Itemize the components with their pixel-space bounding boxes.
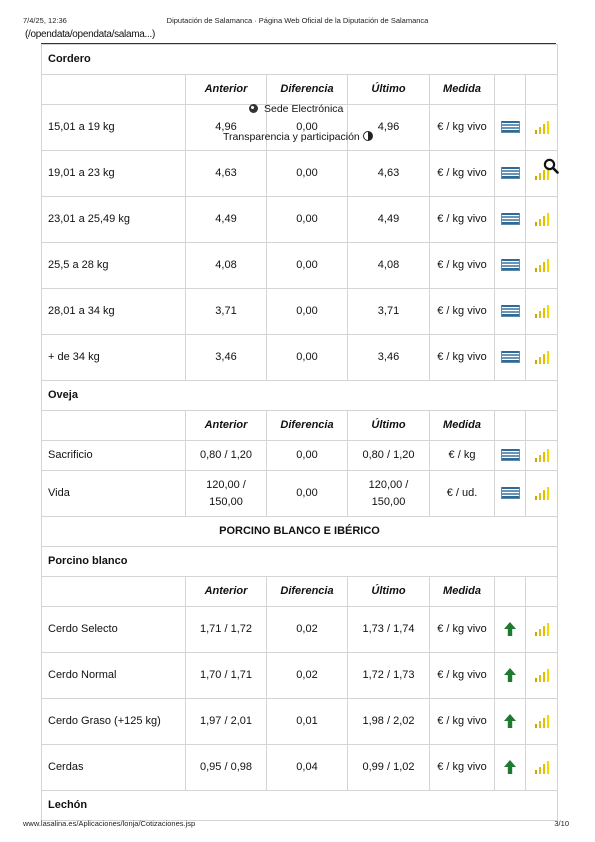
header-empty bbox=[526, 577, 558, 607]
table-row bbox=[42, 471, 558, 517]
anterior-value: 4,96 bbox=[186, 105, 267, 151]
up-arrow-icon bbox=[504, 760, 516, 774]
diferencia-value: 0,00 bbox=[267, 289, 348, 335]
diferencia-value: 0,04 bbox=[267, 745, 348, 791]
header-medida: Medida bbox=[430, 411, 495, 441]
ultimo-value: 0,99 / 1,02 bbox=[348, 745, 430, 791]
chart-cell[interactable] bbox=[526, 471, 558, 517]
stable-icon bbox=[501, 213, 520, 225]
header-empty bbox=[42, 75, 186, 105]
ultimo-value: 0,80 / 1,20 bbox=[348, 441, 430, 471]
ultimo-value: 4,49 bbox=[348, 197, 430, 243]
chart-bars-icon[interactable] bbox=[534, 761, 549, 774]
diferencia-value: 0,00 bbox=[267, 243, 348, 289]
diferencia-value: 0,01 bbox=[267, 699, 348, 745]
trend-cell bbox=[495, 471, 526, 517]
header-anterior: Anterior bbox=[186, 577, 267, 607]
medida-value: € / kg vivo bbox=[430, 105, 495, 151]
section-title: Porcino blanco bbox=[42, 547, 558, 577]
table-row bbox=[42, 699, 558, 745]
search-icon[interactable] bbox=[543, 158, 559, 174]
section-row bbox=[42, 547, 558, 577]
header-medida: Medida bbox=[430, 75, 495, 105]
up-arrow-icon bbox=[504, 622, 516, 636]
chart-cell[interactable] bbox=[526, 197, 558, 243]
section-row bbox=[42, 45, 558, 75]
medida-value: € / kg vivo bbox=[430, 653, 495, 699]
table-row bbox=[42, 745, 558, 791]
medida-value: € / kg bbox=[430, 441, 495, 471]
chart-bars-icon[interactable] bbox=[534, 669, 549, 682]
chart-cell[interactable] bbox=[526, 745, 558, 791]
globe-icon bbox=[249, 104, 258, 113]
trend-cell bbox=[495, 607, 526, 653]
anterior-value: 1,71 / 1,72 bbox=[186, 607, 267, 653]
row-label: Cerdas bbox=[42, 745, 186, 791]
contrast-icon bbox=[363, 131, 373, 141]
diferencia-value: 0,00 bbox=[267, 471, 348, 517]
header-empty bbox=[495, 411, 526, 441]
column-header-row bbox=[42, 411, 558, 441]
header-medida: Medida bbox=[430, 577, 495, 607]
sede-electronica-label: Sede Electrónica bbox=[264, 103, 344, 115]
chart-bars-icon[interactable] bbox=[534, 351, 549, 364]
medida-value: € / kg vivo bbox=[430, 289, 495, 335]
section-title: Cordero bbox=[42, 45, 558, 75]
ultimo-value: 3,46 bbox=[348, 335, 430, 381]
medida-value: € / kg vivo bbox=[430, 699, 495, 745]
up-arrow-icon bbox=[504, 714, 516, 728]
stable-icon bbox=[501, 487, 520, 499]
ultimo-value: 4,63 bbox=[348, 151, 430, 197]
chart-cell[interactable] bbox=[526, 243, 558, 289]
section-row bbox=[42, 791, 558, 821]
diferencia-value: 0,00 bbox=[267, 441, 348, 471]
anterior-value: 3,46 bbox=[186, 335, 267, 381]
band-title: PORCINO BLANCO E IBÉRICO bbox=[42, 517, 558, 547]
trend-cell bbox=[495, 745, 526, 791]
print-footer-url: www.lasalina.es/Aplicaciones/lonja/Cotizaciones.jsp bbox=[23, 819, 196, 828]
transparencia-label: Transparencia y participación bbox=[223, 131, 360, 143]
header-empty bbox=[526, 75, 558, 105]
row-label: 15,01 a 19 kg bbox=[42, 105, 186, 151]
chart-cell[interactable] bbox=[526, 105, 558, 151]
row-label: Cerdo Graso (+125 kg) bbox=[42, 699, 186, 745]
trend-cell bbox=[495, 151, 526, 197]
table-row bbox=[42, 289, 558, 335]
trend-cell bbox=[495, 289, 526, 335]
stable-icon bbox=[501, 259, 520, 271]
header-empty bbox=[42, 411, 186, 441]
table-row bbox=[42, 335, 558, 381]
anterior-value: 1,97 / 2,01 bbox=[186, 699, 267, 745]
band-row bbox=[42, 517, 558, 547]
ultimo-value: 4,96 bbox=[348, 105, 430, 151]
table-row bbox=[42, 243, 558, 289]
chart-bars-icon[interactable] bbox=[534, 259, 549, 272]
chart-bars-icon[interactable] bbox=[534, 213, 549, 226]
ultimo-value: 1,98 / 2,02 bbox=[348, 699, 430, 745]
header-diferencia: Diferencia bbox=[267, 577, 348, 607]
section-title: Oveja bbox=[42, 381, 558, 411]
trend-cell bbox=[495, 441, 526, 471]
row-label: + de 34 kg bbox=[42, 335, 186, 381]
header-diferencia: Diferencia bbox=[267, 411, 348, 441]
column-header-row bbox=[42, 577, 558, 607]
up-arrow-icon bbox=[504, 668, 516, 682]
row-label: Sacrificio bbox=[42, 441, 186, 471]
ultimo-value: 1,73 / 1,74 bbox=[348, 607, 430, 653]
stable-icon bbox=[501, 449, 520, 461]
trend-cell bbox=[495, 335, 526, 381]
ultimo-value: 1,72 / 1,73 bbox=[348, 653, 430, 699]
chart-cell[interactable] bbox=[526, 607, 558, 653]
anterior-value: 120,00 / 150,00 bbox=[186, 471, 267, 517]
section-title: Lechón bbox=[42, 791, 558, 821]
chart-cell[interactable] bbox=[526, 335, 558, 381]
header-empty bbox=[495, 75, 526, 105]
table-row bbox=[42, 607, 558, 653]
medida-value: € / kg vivo bbox=[430, 243, 495, 289]
print-page-title: Diputación de Salamanca · Página Web Oficial de la Diputación de Salamanca bbox=[166, 16, 429, 25]
trend-cell bbox=[495, 243, 526, 289]
medida-value: € / kg vivo bbox=[430, 607, 495, 653]
row-label: 23,01 a 25,49 kg bbox=[42, 197, 186, 243]
header-diferencia: Diferencia bbox=[267, 75, 348, 105]
transparencia-link[interactable] bbox=[223, 131, 373, 143]
print-page-number: 3/10 bbox=[554, 819, 569, 828]
header-anterior: Anterior bbox=[186, 411, 267, 441]
anterior-value: 4,08 bbox=[186, 243, 267, 289]
trend-cell bbox=[495, 105, 526, 151]
anterior-value: 0,80 / 1,20 bbox=[186, 441, 267, 471]
chart-cell[interactable] bbox=[526, 699, 558, 745]
section-row bbox=[42, 381, 558, 411]
trend-cell bbox=[495, 653, 526, 699]
chart-cell[interactable] bbox=[526, 289, 558, 335]
medida-value: € / ud. bbox=[430, 471, 495, 517]
ultimo-value: 4,08 bbox=[348, 243, 430, 289]
stable-icon bbox=[501, 167, 520, 179]
header-empty bbox=[526, 411, 558, 441]
cotizaciones-table bbox=[41, 44, 558, 821]
row-label: 19,01 a 23 kg bbox=[42, 151, 186, 197]
medida-value: € / kg vivo bbox=[430, 151, 495, 197]
row-label: Vida bbox=[42, 471, 186, 517]
anterior-value: 1,70 / 1,71 bbox=[186, 653, 267, 699]
anterior-value: 0,95 / 0,98 bbox=[186, 745, 267, 791]
chart-bars-icon[interactable] bbox=[534, 623, 549, 636]
print-datetime: 7/4/25, 12:36 bbox=[23, 16, 67, 25]
row-label: 25,5 a 28 kg bbox=[42, 243, 186, 289]
diferencia-value: 0,00 bbox=[267, 197, 348, 243]
trend-cell bbox=[495, 699, 526, 745]
header-anterior: Anterior bbox=[186, 75, 267, 105]
trend-cell bbox=[495, 197, 526, 243]
header-empty bbox=[495, 577, 526, 607]
medida-value: € / kg vivo bbox=[430, 745, 495, 791]
chart-bars-icon[interactable] bbox=[534, 449, 549, 462]
diferencia-value: 0,00 bbox=[267, 151, 348, 197]
diferencia-value: 0,02 bbox=[267, 607, 348, 653]
table-row bbox=[42, 197, 558, 243]
chart-cell[interactable] bbox=[526, 653, 558, 699]
diferencia-value: 0,00 bbox=[267, 105, 348, 151]
anterior-value: 3,71 bbox=[186, 289, 267, 335]
header-empty bbox=[42, 577, 186, 607]
anterior-value: 4,49 bbox=[186, 197, 267, 243]
stable-icon bbox=[501, 351, 520, 363]
anterior-value: 4,63 bbox=[186, 151, 267, 197]
column-header-row bbox=[42, 75, 558, 105]
row-label: Cerdo Normal bbox=[42, 653, 186, 699]
url-strip[interactable]: (/opendata/opendata/salama...) bbox=[25, 29, 155, 40]
ultimo-value: 120,00 / 150,00 bbox=[348, 471, 430, 517]
header-ultimo: Último bbox=[348, 75, 430, 105]
header-ultimo: Último bbox=[348, 577, 430, 607]
table-row bbox=[42, 441, 558, 471]
table-row bbox=[42, 653, 558, 699]
chart-bars-icon[interactable] bbox=[534, 487, 549, 500]
stable-icon bbox=[501, 121, 520, 133]
stable-icon bbox=[501, 305, 520, 317]
header-ultimo: Último bbox=[348, 411, 430, 441]
row-label: Cerdo Selecto bbox=[42, 607, 186, 653]
chart-cell[interactable] bbox=[526, 441, 558, 471]
chart-bars-icon[interactable] bbox=[534, 121, 549, 134]
diferencia-value: 0,02 bbox=[267, 653, 348, 699]
ultimo-value: 3,71 bbox=[348, 289, 430, 335]
chart-bars-icon[interactable] bbox=[534, 305, 549, 318]
chart-bars-icon[interactable] bbox=[534, 715, 549, 728]
diferencia-value: 0,00 bbox=[267, 335, 348, 381]
table-row bbox=[42, 151, 558, 197]
medida-value: € / kg vivo bbox=[430, 197, 495, 243]
sede-electronica-link[interactable] bbox=[249, 103, 343, 115]
medida-value: € / kg vivo bbox=[430, 335, 495, 381]
row-label: 28,01 a 34 kg bbox=[42, 289, 186, 335]
